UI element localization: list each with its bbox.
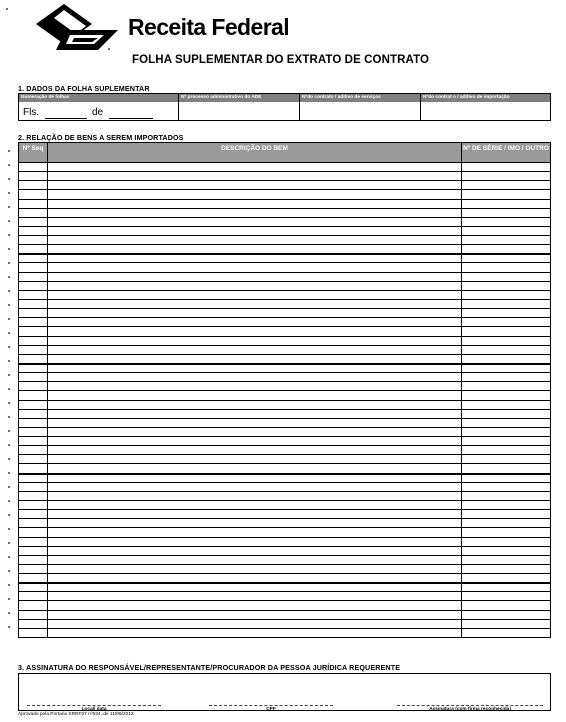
- table-row-line: [19, 400, 550, 401]
- goods-table-header: [19, 143, 550, 162]
- scan-dot: [8, 318, 10, 320]
- scan-dot: [8, 584, 10, 586]
- divider: [299, 94, 300, 120]
- contrato-importacao-field[interactable]: [425, 104, 547, 120]
- table-row-line: [19, 491, 550, 492]
- table-row-line: [19, 272, 550, 273]
- table-row-line: [19, 427, 550, 428]
- table-row-line: [19, 235, 550, 236]
- table-row-line: [19, 600, 550, 601]
- contrato-servicos-field[interactable]: [304, 104, 416, 120]
- table-row-line: [19, 317, 550, 318]
- table-row-line: [19, 244, 550, 245]
- scan-dot: [8, 416, 10, 418]
- table-row-line: [19, 637, 550, 638]
- goods-table: [18, 142, 551, 638]
- section-1-title: 1. DADOS DA FOLHA SUPLEMENTAR: [18, 84, 150, 93]
- table-row-line: [19, 326, 550, 327]
- scan-dot: [8, 500, 10, 502]
- scan-dot: [8, 360, 10, 362]
- scan-dot: [8, 374, 10, 376]
- table-row-line: [19, 454, 550, 455]
- scan-dot: [8, 220, 10, 222]
- scan-dot: [8, 248, 10, 250]
- table-row-line: [19, 336, 550, 337]
- table-row-line: [19, 500, 550, 501]
- table-row-line: [19, 262, 550, 263]
- col-header-descricao: DESCRIÇÃO DO BEM: [221, 145, 288, 152]
- scan-dot: [8, 542, 10, 544]
- col-header-serie: Nº DE SÉRIE / IMO / OUTRO: [463, 145, 549, 152]
- scan-dot: [8, 150, 10, 152]
- table-row-line: [19, 482, 550, 483]
- divider: [420, 94, 421, 120]
- table-row-line: [19, 445, 550, 446]
- scan-dot: [8, 458, 10, 460]
- scan-dot: [8, 472, 10, 474]
- col-header-numeracao: Numeração de folhas: [19, 94, 178, 102]
- scan-dot: [8, 206, 10, 208]
- table-row-line: [19, 390, 550, 391]
- scan-dot: [6, 8, 8, 10]
- scan-dot: [8, 388, 10, 390]
- table-row-line: [19, 527, 550, 528]
- table-row-line: [19, 253, 550, 255]
- scan-dot: [8, 346, 10, 348]
- scan-dot: [8, 626, 10, 628]
- table-row-line: [19, 555, 550, 556]
- scan-dot: [8, 402, 10, 404]
- section-2-title: 2. RELAÇÃO DE BENS A SEREM IMPORTADOS: [18, 133, 184, 142]
- scan-dot: [8, 486, 10, 488]
- scan-dot: [8, 598, 10, 600]
- table-row-line: [19, 582, 550, 584]
- assinatura-line[interactable]: [397, 705, 543, 706]
- receita-federal-emblem-icon: [36, 4, 118, 50]
- table-row-line: [19, 299, 550, 300]
- table-row-line: [19, 281, 550, 282]
- table-row-line: [19, 308, 550, 309]
- table-row-line: [19, 290, 550, 291]
- processo-ade-field[interactable]: [183, 104, 295, 120]
- scan-dot: [8, 612, 10, 614]
- scan-dot: [8, 570, 10, 572]
- signature-box: [18, 673, 551, 711]
- scan-dot: [8, 430, 10, 432]
- scan-dot: [8, 178, 10, 180]
- cpf-label: CPF: [266, 707, 276, 712]
- scan-dot: [8, 234, 10, 236]
- table-row-line: [19, 171, 550, 172]
- table-row-line: [19, 537, 550, 538]
- de-label: de: [92, 107, 104, 118]
- local-data-line[interactable]: [27, 705, 161, 706]
- section-1-table: [18, 93, 551, 121]
- scan-dot: [8, 262, 10, 264]
- table-row-line: [19, 372, 550, 373]
- table-row-line: [19, 217, 550, 218]
- table-row-line: [19, 473, 550, 475]
- fls-total-field[interactable]: [109, 118, 153, 119]
- cpf-line[interactable]: [209, 705, 333, 706]
- table-row-line: [19, 208, 550, 209]
- table-row-line: [19, 619, 550, 620]
- table-row-line: [19, 189, 550, 190]
- table-row-line: [19, 628, 550, 629]
- table-row-line: [19, 226, 550, 227]
- table-row-line: [19, 418, 550, 419]
- scan-dot: [8, 514, 10, 516]
- fls-number-field[interactable]: [45, 118, 87, 119]
- table-row-line: [19, 199, 550, 200]
- assinatura-label: Assinatura (com firma reconhecida): [429, 707, 511, 712]
- fls-label: Fls.: [23, 107, 40, 118]
- section-3-title: 3. ASSINATURA DO RESPONSÁVEL/REPRESENTANTE/PROCURADOR DA PESSOA JURÍDICA REQUERENTE: [18, 663, 401, 672]
- table-row-line: [19, 564, 550, 565]
- col-header-contrato-servicos: Nºdo contrato / aditivo de serviços: [300, 94, 420, 102]
- table-row-line: [19, 180, 550, 181]
- table-row-line: [19, 591, 550, 592]
- scan-dot: [8, 192, 10, 194]
- scan-dot: [8, 276, 10, 278]
- table-row-line: [19, 518, 550, 519]
- table-row-line: [19, 573, 550, 574]
- col-header-seq: Nº Seq: [22, 145, 44, 152]
- scan-dot: [8, 304, 10, 306]
- col-header-processo-ade: Nº processo administrativo do ADE: [179, 94, 299, 102]
- table-row-line: [19, 546, 550, 547]
- table-row-line: [19, 381, 550, 382]
- local-data-label: Local/ data: [81, 707, 107, 712]
- scan-dot: [8, 290, 10, 292]
- divider: [178, 94, 179, 120]
- table-row-line: [19, 436, 550, 437]
- table-row-line: [19, 509, 550, 510]
- table-row-line: [19, 610, 550, 611]
- scan-dot: [8, 444, 10, 446]
- col-header-contrato-importacao: Nºdo contrat o / aditivo de importação: [421, 94, 550, 102]
- table-row-line: [19, 354, 550, 355]
- scan-dot: [8, 556, 10, 558]
- scan-dot: [8, 332, 10, 334]
- table-row-line: [19, 345, 550, 346]
- brand-name: Receita Federal: [128, 14, 290, 40]
- table-row-line: [19, 463, 550, 464]
- table-row-line: [19, 409, 550, 410]
- form-title: FOLHA SUPLEMENTAR DO EXTRATO DE CONTRATO: [132, 54, 430, 66]
- scan-dot: [8, 164, 10, 166]
- footer-note: Aprovado pela Portaria SRRF07 nº634, de 11/09/2012: [18, 712, 134, 717]
- scan-dot: [8, 528, 10, 530]
- table-row-line: [19, 363, 550, 365]
- table-row-line: [19, 162, 550, 163]
